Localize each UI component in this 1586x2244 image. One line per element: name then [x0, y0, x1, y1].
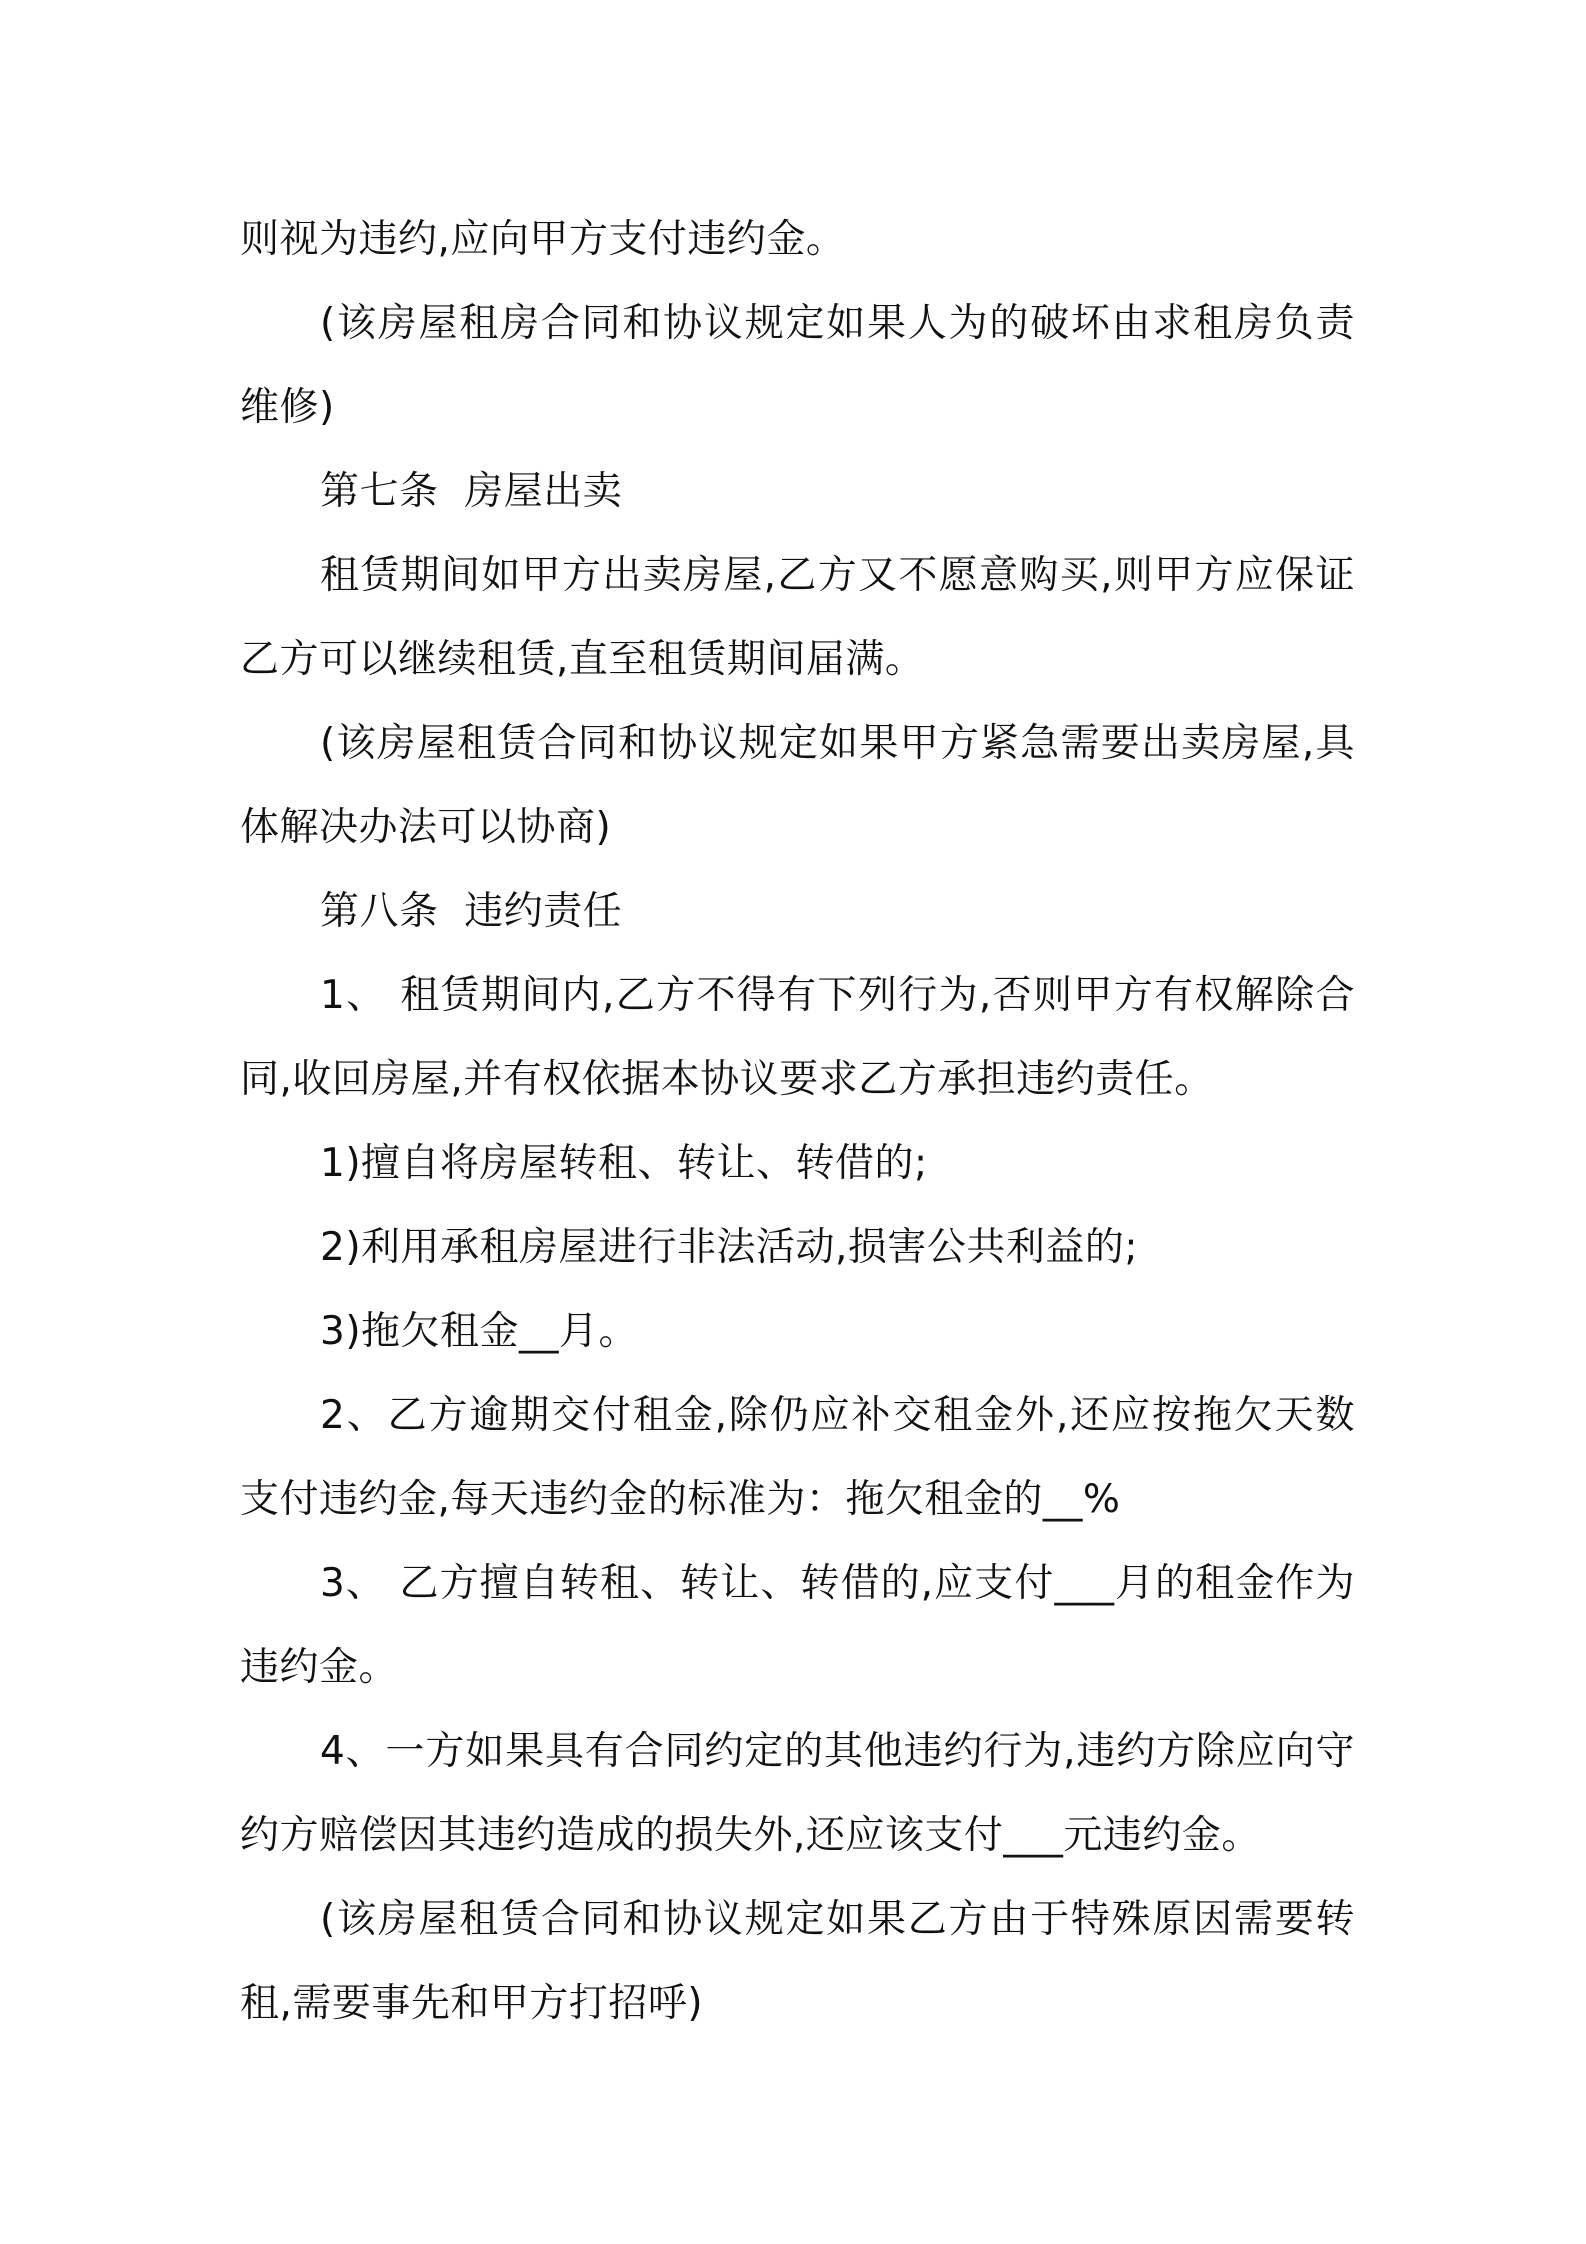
paragraph-note-damage-repair: (该房屋租房合同和协议规定如果人为的破坏由求租房负责维修) [240, 301, 1355, 430]
paragraph-breach-subitem-3: 3)拖欠租金__月。 [320, 1309, 639, 1354]
paragraph-note-sublet: (该房屋租赁合同和协议规定如果乙方由于特殊原因需要转租,需要事先和甲方打招呼) [240, 1897, 1355, 2026]
paragraph-breach-item-3: 3、 乙方擅自转租、转让、转借的,应支付___月的租金作为违约金。 [240, 1561, 1355, 1690]
paragraph-breach-subitem-1: 1)擅自将房屋转租、转让、转借的; [320, 1141, 928, 1186]
paragraph-breach-item-4: 4、一方如果具有合同约定的其他违约行为,违约方除应向守约方赔偿因其违约造成的损失外,还应该支付___元违约金。 [240, 1729, 1355, 1858]
paragraph-breach-item-1: 1、 租赁期间内,乙方不得有下列行为,否则甲方有权解除合同,收回房屋,并有权依据本协议要求乙方承担违约责任。 [240, 973, 1355, 1102]
paragraph-penalty-continuation: 则视为违约,应向甲方支付违约金。 [240, 217, 846, 262]
paragraph-note-urgent-sale: (该房屋租赁合同和协议规定如果甲方紧急需要出卖房屋,具体解决办法可以协商) [240, 721, 1355, 850]
heading-article-8: 第八条 违约责任 [320, 889, 623, 934]
paragraph-breach-item-2: 2、乙方逾期交付租金,除仍应补交租金外,还应按拖欠天数支付违约金,每天违约金的标准为：拖欠租金的__% [240, 1393, 1355, 1522]
document-body [240, 198, 1355, 2046]
paragraph-house-sale: 租赁期间如甲方出卖房屋,乙方又不愿意购买,则甲方应保证乙方可以继续租赁,直至租赁期间届满。 [240, 553, 1355, 682]
heading-article-7: 第七条 房屋出卖 [320, 469, 623, 514]
paragraph-breach-subitem-2: 2)利用承租房屋进行非法活动,损害公共利益的; [320, 1225, 1139, 1270]
